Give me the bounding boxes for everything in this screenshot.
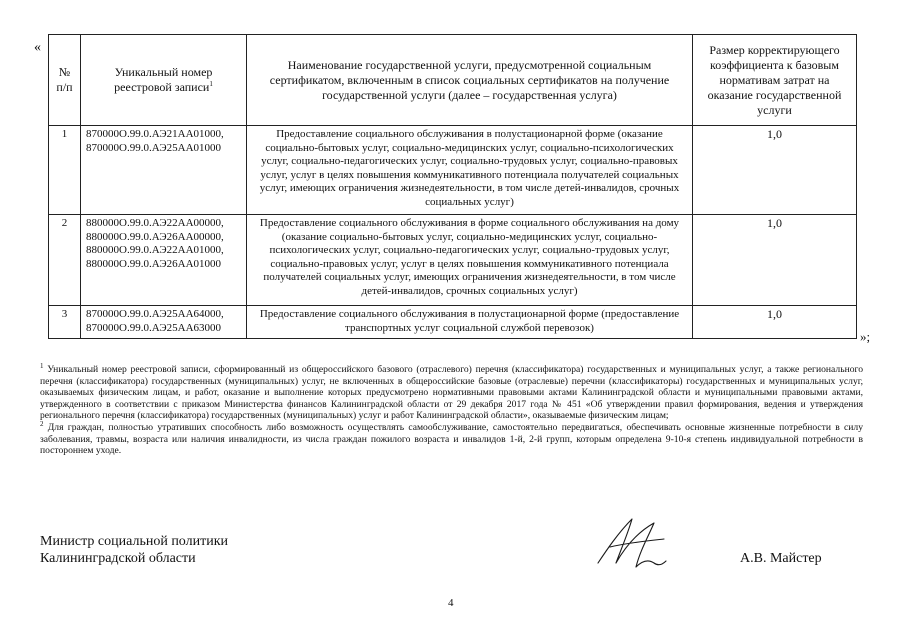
- registry-code: 870000О.99.0.АЭ21АА01000,: [86, 128, 224, 140]
- registry-code: 880000О.99.0.АЭ22АА00000,: [86, 217, 224, 229]
- signatory-position-line1: Министр социальной политики: [40, 534, 229, 549]
- header-code-footnote-mark: 1: [209, 80, 213, 88]
- header-coefficient: Размер корректирующего коэффициента к базовым нормативам затрат на оказание государственной услуги: [693, 35, 857, 126]
- row-number: 1: [49, 126, 81, 215]
- footnote-2: [40, 419, 863, 457]
- registry-code: 880000О.99.0.АЭ26АА00000,: [86, 230, 224, 243]
- signatory-position: [40, 533, 228, 567]
- page-number: 4: [448, 597, 454, 609]
- registry-code: 880000О.99.0.АЭ22АА01000,: [86, 244, 224, 256]
- registry-code: 870000О.99.0.АЭ25АА64000,: [86, 308, 224, 320]
- row-coefficient: 1,0: [693, 126, 857, 215]
- table-header-row: [49, 35, 857, 126]
- registry-code: 870000О.99.0.АЭ25АА63000: [86, 321, 222, 334]
- row-service-name: Предоставление социального обслуживания в полустационарной форме (предоставление транспортных услуг социальной службой перевозок): [247, 306, 693, 339]
- table-row: [49, 126, 857, 215]
- header-num: № п/п: [49, 35, 81, 126]
- opening-quote: «: [34, 40, 41, 55]
- table-row: [49, 215, 857, 306]
- footnotes: [40, 361, 863, 457]
- row-number: 2: [49, 215, 81, 306]
- table-row: [49, 306, 857, 339]
- closing-quote: »;: [860, 329, 871, 344]
- signatory-position-line2: Калининградской области: [40, 551, 196, 566]
- header-code-text: Уникальный номер реестровой записи: [114, 65, 213, 94]
- footnote-1-mark: 1: [40, 361, 44, 370]
- registry-code: 880000О.99.0.АЭ26АА01000: [86, 257, 222, 270]
- row-registry-codes: [81, 306, 247, 339]
- footnote-1-text: Уникальный номер реестровой записи, сформированный из общероссийского базового (отраслевого) перечня (классификатора) государственных и муниципальных услуг, а также регионального перечня (классификатора) государственных (муниципальных) услуг, не включенных в общероссийские базовые (отраслевые) перечни (классификаторы) государственных и муниципальных услуг, оказываемых физическим лицам, и работ, оказание и выполнение которых предусмотрено нормативными правовыми актами Калининградской области и муниципальными правовыми актами, утвержденного в соответствии с приказом Министерства финансов Калининградской области от 29 декабря 2017 года № 451 «Об утверждении правил формирования, ведения и утверждения регионального перечня (классификатора) государственных (муниципальных) услуг и работ Калининградской области», оказываемые физическим лицам;: [40, 364, 863, 422]
- registry-code: 870000О.99.0.АЭ25АА01000: [86, 141, 222, 154]
- signatory-name: А.В. Майстер: [740, 551, 822, 566]
- row-coefficient: 1,0: [693, 215, 857, 306]
- footnote-2-mark: 2: [40, 419, 44, 428]
- handwritten-signature: [592, 511, 672, 573]
- footnote-2-text: Для граждан, полностью утративших способность либо возможность осуществлять самообслуживание, самостоятельно передвигаться, обеспечивать основные жизненные потребности в силу заболевания, травмы, возраста или наличия инвалидности, из числа граждан пожилого возраста и инвалидов 1-й, 2-й групп, которым определена 9-10-я степень индивидуальной потребности в постороннем уходе.: [40, 421, 863, 457]
- footnote-1: [40, 361, 863, 422]
- row-coefficient: 1,0: [693, 306, 857, 339]
- row-number: 3: [49, 306, 81, 339]
- row-service-name: Предоставление социального обслуживания в форме социального обслуживания на дому (оказание социально-бытовых услуг, социально-медицинских услуг, социально-психологических услуг, социально-педагогических услуг, социально-трудовых услуг, социально-правовых услуг, услуг в целях повышения коммуникативного потенциала получателей социальных услуг, имеющих ограничения жизнедеятельности, в том числе детей-инвалидов, срочных социальных услуг): [247, 215, 693, 306]
- row-registry-codes: [81, 215, 247, 306]
- header-code: [81, 35, 247, 126]
- header-service-name: Наименование государственной услуги, предусмотренной социальным сертификатом, включенным в список социальных сертификатов на получение государственной услуги (далее – государственная услуга): [247, 35, 693, 126]
- row-registry-codes: [81, 126, 247, 215]
- services-table: [48, 34, 857, 339]
- row-service-name: Предоставление социального обслуживания в полустационарной форме (оказание социально-бытовых услуг, социально-медицинских услуг, социально-психологических услуг, социально-педагогических услуг, социально-трудовых услуг, социально-правовых услуг, услуг в целях повышения коммуникативного потенциала получателей социальных услуг, имеющих ограничения жизнедеятельности, в том числе детей-инвалидов, срочных социальных услуг): [247, 126, 693, 215]
